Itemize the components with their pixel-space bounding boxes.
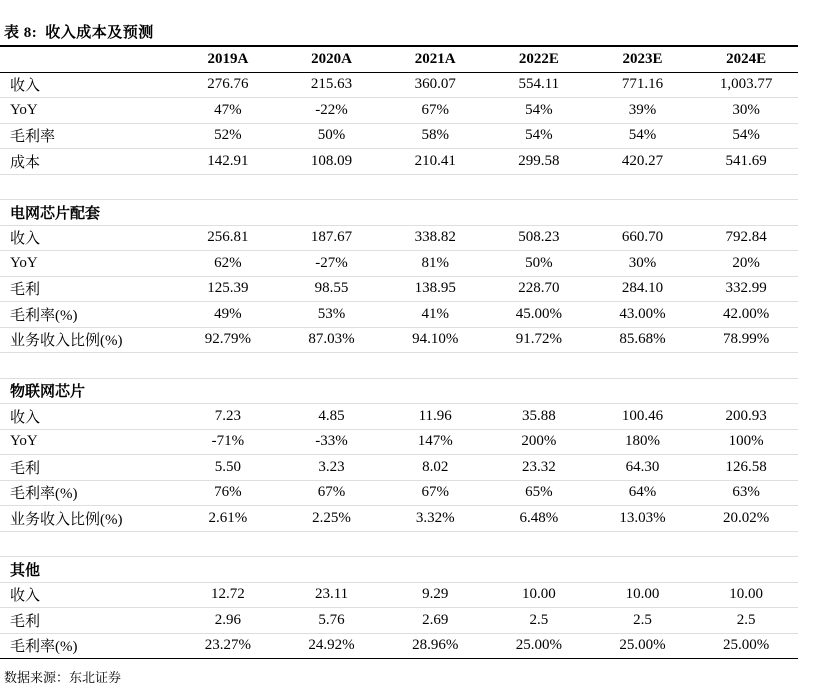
empty-cell xyxy=(383,531,487,557)
value-cell: 3.23 xyxy=(280,455,384,481)
value-cell: 256.81 xyxy=(176,225,280,251)
value-cell: 67% xyxy=(383,480,487,506)
value-cell: 98.55 xyxy=(280,276,384,302)
empty-cell xyxy=(694,557,798,583)
value-cell: 42.00% xyxy=(694,302,798,328)
value-cell: 10.00 xyxy=(591,582,695,608)
empty-cell xyxy=(280,557,384,583)
value-cell: 41% xyxy=(383,302,487,328)
value-cell: 147% xyxy=(383,429,487,455)
value-cell: 142.91 xyxy=(176,149,280,175)
value-cell: -22% xyxy=(280,98,384,124)
value-cell: 54% xyxy=(487,123,591,149)
table-row xyxy=(0,225,798,251)
row-label: 收入 xyxy=(0,404,176,430)
value-cell: 39% xyxy=(591,98,695,124)
value-cell: 541.69 xyxy=(694,149,798,175)
header-cell-year: 2024E xyxy=(694,47,798,72)
value-cell: 6.48% xyxy=(487,506,591,532)
empty-cell xyxy=(383,200,487,226)
empty-cell xyxy=(176,531,280,557)
section-title: 物联网芯片 xyxy=(0,378,176,404)
value-cell: 62% xyxy=(176,251,280,277)
value-cell: 108.09 xyxy=(280,149,384,175)
value-cell: 65% xyxy=(487,480,591,506)
empty-cell xyxy=(280,200,384,226)
value-cell: 2.5 xyxy=(487,608,591,634)
value-cell: 187.67 xyxy=(280,225,384,251)
value-cell: 67% xyxy=(280,480,384,506)
empty-cell xyxy=(487,557,591,583)
value-cell: 23.27% xyxy=(176,633,280,659)
value-cell: -33% xyxy=(280,429,384,455)
value-cell: 25.00% xyxy=(694,633,798,659)
value-cell: 94.10% xyxy=(383,327,487,353)
value-cell: 23.32 xyxy=(487,455,591,481)
row-label: 业务收入比例(%) xyxy=(0,506,176,532)
table-row xyxy=(0,404,798,430)
source-note: 数据来源：东北证券 xyxy=(4,670,122,685)
table-number: 表 8: xyxy=(4,25,38,41)
value-cell: 50% xyxy=(280,123,384,149)
empty-cell xyxy=(383,174,487,200)
section-header-row xyxy=(0,200,798,226)
section-header-row xyxy=(0,557,798,583)
row-label: 收入 xyxy=(0,72,176,98)
empty-cell xyxy=(383,557,487,583)
value-cell: 100% xyxy=(694,429,798,455)
section-title: 其他 xyxy=(0,557,176,583)
value-cell: 81% xyxy=(383,251,487,277)
value-cell: 2.25% xyxy=(280,506,384,532)
empty-cell xyxy=(0,353,176,379)
row-label: YoY xyxy=(0,429,176,455)
value-cell: 200% xyxy=(487,429,591,455)
row-label: YoY xyxy=(0,251,176,277)
value-cell: 554.11 xyxy=(487,72,591,98)
value-cell: -71% xyxy=(176,429,280,455)
header-cell-year: 2023E xyxy=(591,47,695,72)
header-cell-year: 2020A xyxy=(280,47,384,72)
row-label: 毛利 xyxy=(0,276,176,302)
row-label: 收入 xyxy=(0,225,176,251)
value-cell: -27% xyxy=(280,251,384,277)
table-row xyxy=(0,327,798,353)
value-cell: 20% xyxy=(694,251,798,277)
row-label: 毛利率(%) xyxy=(0,302,176,328)
value-cell: 5.76 xyxy=(280,608,384,634)
value-cell: 25.00% xyxy=(487,633,591,659)
value-cell: 58% xyxy=(383,123,487,149)
table-title xyxy=(4,21,154,42)
value-cell: 5.50 xyxy=(176,455,280,481)
table-body xyxy=(0,72,798,659)
revenue-cost-forecast-table xyxy=(0,47,798,659)
empty-cell xyxy=(280,174,384,200)
value-cell: 180% xyxy=(591,429,695,455)
value-cell: 284.10 xyxy=(591,276,695,302)
value-cell: 2.5 xyxy=(694,608,798,634)
empty-cell xyxy=(176,200,280,226)
empty-cell xyxy=(280,353,384,379)
value-cell: 338.82 xyxy=(383,225,487,251)
row-label: 收入 xyxy=(0,582,176,608)
value-cell: 45.00% xyxy=(487,302,591,328)
empty-cell xyxy=(280,378,384,404)
table-row xyxy=(0,149,798,175)
spacer-row xyxy=(0,174,798,200)
value-cell: 126.58 xyxy=(694,455,798,481)
value-cell: 12.72 xyxy=(176,582,280,608)
empty-cell xyxy=(591,531,695,557)
empty-cell xyxy=(487,353,591,379)
empty-cell xyxy=(694,531,798,557)
empty-cell xyxy=(176,378,280,404)
row-label: YoY xyxy=(0,98,176,124)
value-cell: 125.39 xyxy=(176,276,280,302)
empty-cell xyxy=(487,531,591,557)
empty-cell xyxy=(694,174,798,200)
empty-cell xyxy=(0,174,176,200)
value-cell: 54% xyxy=(487,98,591,124)
header-row xyxy=(0,47,798,72)
value-cell: 67% xyxy=(383,98,487,124)
table-row xyxy=(0,480,798,506)
value-cell: 276.76 xyxy=(176,72,280,98)
value-cell: 332.99 xyxy=(694,276,798,302)
value-cell: 215.63 xyxy=(280,72,384,98)
header-cell-year: 2019A xyxy=(176,47,280,72)
value-cell: 43.00% xyxy=(591,302,695,328)
empty-cell xyxy=(591,557,695,583)
value-cell: 10.00 xyxy=(694,582,798,608)
value-cell: 30% xyxy=(591,251,695,277)
table-row xyxy=(0,98,798,124)
empty-cell xyxy=(176,353,280,379)
row-label: 业务收入比例(%) xyxy=(0,327,176,353)
value-cell: 35.88 xyxy=(487,404,591,430)
empty-cell xyxy=(694,200,798,226)
row-label: 毛利 xyxy=(0,455,176,481)
empty-cell xyxy=(487,200,591,226)
value-cell: 63% xyxy=(694,480,798,506)
value-cell: 420.27 xyxy=(591,149,695,175)
empty-cell xyxy=(383,378,487,404)
value-cell: 23.11 xyxy=(280,582,384,608)
empty-cell xyxy=(591,353,695,379)
empty-cell xyxy=(280,531,384,557)
value-cell: 25.00% xyxy=(591,633,695,659)
table-row xyxy=(0,455,798,481)
value-cell: 10.00 xyxy=(487,582,591,608)
table-caption: 收入成本及预测 xyxy=(45,25,154,41)
empty-cell xyxy=(591,200,695,226)
table-row xyxy=(0,72,798,98)
empty-cell xyxy=(694,353,798,379)
row-label: 毛利 xyxy=(0,608,176,634)
value-cell: 91.72% xyxy=(487,327,591,353)
value-cell: 28.96% xyxy=(383,633,487,659)
value-cell: 2.5 xyxy=(591,608,695,634)
empty-cell xyxy=(591,174,695,200)
value-cell: 64.30 xyxy=(591,455,695,481)
value-cell: 85.68% xyxy=(591,327,695,353)
value-cell: 49% xyxy=(176,302,280,328)
value-cell: 30% xyxy=(694,98,798,124)
value-cell: 792.84 xyxy=(694,225,798,251)
value-cell: 52% xyxy=(176,123,280,149)
table-row xyxy=(0,633,798,659)
row-label: 毛利率(%) xyxy=(0,480,176,506)
value-cell: 2.61% xyxy=(176,506,280,532)
empty-cell xyxy=(694,378,798,404)
value-cell: 7.23 xyxy=(176,404,280,430)
value-cell: 13.03% xyxy=(591,506,695,532)
empty-cell xyxy=(487,174,591,200)
table-row xyxy=(0,582,798,608)
value-cell: 771.16 xyxy=(591,72,695,98)
row-label: 成本 xyxy=(0,149,176,175)
empty-cell xyxy=(0,531,176,557)
value-cell: 660.70 xyxy=(591,225,695,251)
empty-cell xyxy=(591,378,695,404)
table-row xyxy=(0,123,798,149)
value-cell: 92.79% xyxy=(176,327,280,353)
value-cell: 54% xyxy=(591,123,695,149)
row-label: 毛利率(%) xyxy=(0,633,176,659)
value-cell: 78.99% xyxy=(694,327,798,353)
value-cell: 8.02 xyxy=(383,455,487,481)
empty-cell xyxy=(383,353,487,379)
value-cell: 24.92% xyxy=(280,633,384,659)
spacer-row xyxy=(0,531,798,557)
table-row xyxy=(0,251,798,277)
value-cell: 508.23 xyxy=(487,225,591,251)
table-row xyxy=(0,302,798,328)
value-cell: 299.58 xyxy=(487,149,591,175)
value-cell: 1,003.77 xyxy=(694,72,798,98)
value-cell: 2.96 xyxy=(176,608,280,634)
value-cell: 53% xyxy=(280,302,384,328)
table-row xyxy=(0,506,798,532)
value-cell: 3.32% xyxy=(383,506,487,532)
value-cell: 210.41 xyxy=(383,149,487,175)
value-cell: 20.02% xyxy=(694,506,798,532)
value-cell: 54% xyxy=(694,123,798,149)
header-cell-year: 2021A xyxy=(383,47,487,72)
empty-cell xyxy=(176,174,280,200)
empty-cell xyxy=(176,557,280,583)
value-cell: 200.93 xyxy=(694,404,798,430)
value-cell: 11.96 xyxy=(383,404,487,430)
value-cell: 228.70 xyxy=(487,276,591,302)
value-cell: 9.29 xyxy=(383,582,487,608)
value-cell: 50% xyxy=(487,251,591,277)
row-label: 毛利率 xyxy=(0,123,176,149)
value-cell: 2.69 xyxy=(383,608,487,634)
spacer-row xyxy=(0,353,798,379)
value-cell: 64% xyxy=(591,480,695,506)
table-row xyxy=(0,276,798,302)
value-cell: 87.03% xyxy=(280,327,384,353)
header-cell-label xyxy=(0,47,176,72)
section-header-row xyxy=(0,378,798,404)
value-cell: 76% xyxy=(176,480,280,506)
header-cell-year: 2022E xyxy=(487,47,591,72)
table-row xyxy=(0,429,798,455)
value-cell: 138.95 xyxy=(383,276,487,302)
empty-cell xyxy=(487,378,591,404)
table-row xyxy=(0,608,798,634)
value-cell: 100.46 xyxy=(591,404,695,430)
section-title: 电网芯片配套 xyxy=(0,200,176,226)
value-cell: 4.85 xyxy=(280,404,384,430)
value-cell: 360.07 xyxy=(383,72,487,98)
value-cell: 47% xyxy=(176,98,280,124)
